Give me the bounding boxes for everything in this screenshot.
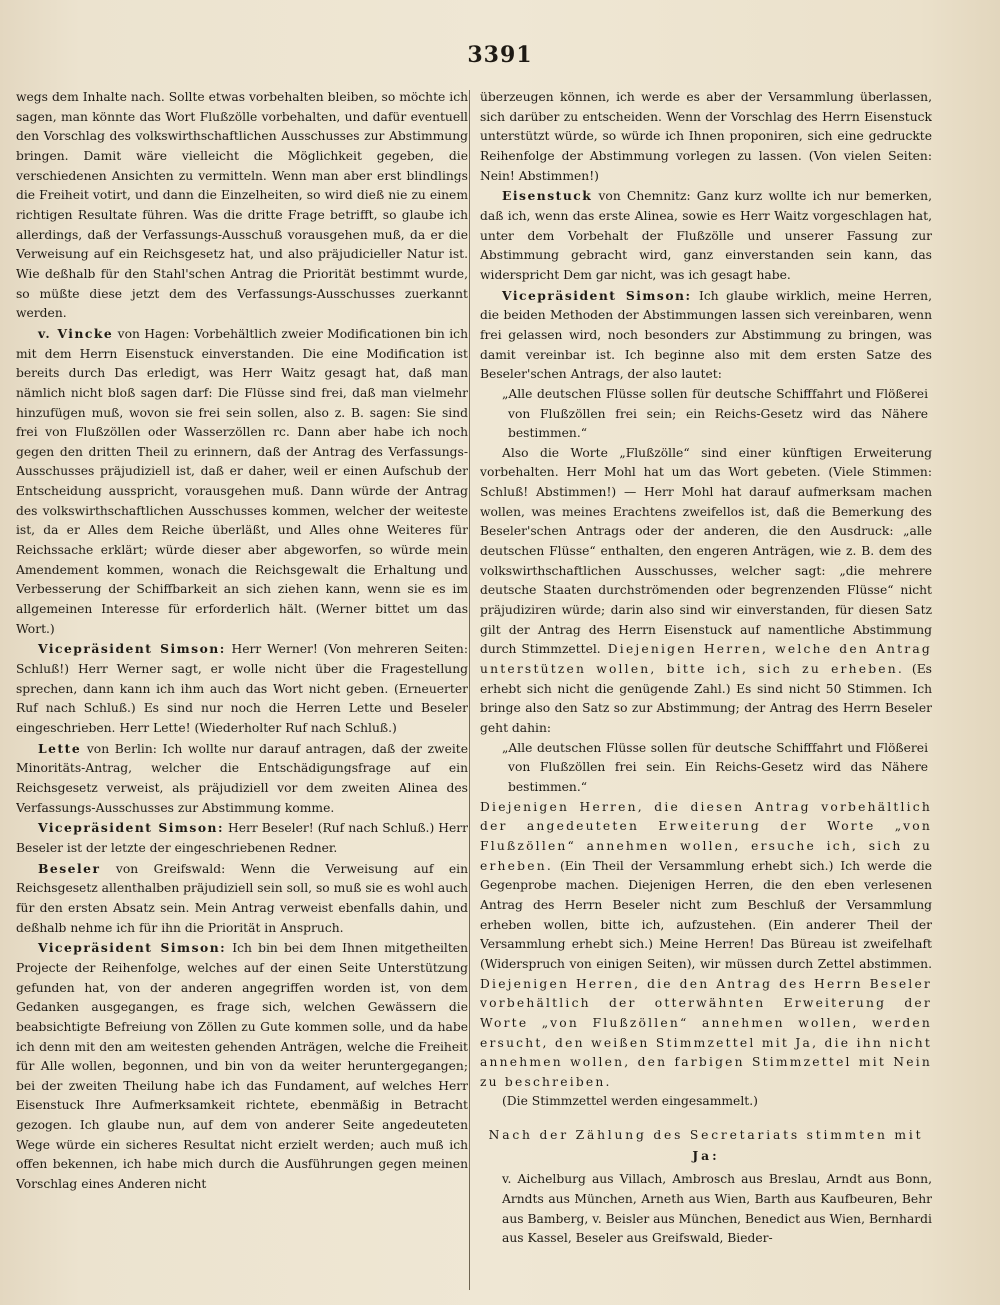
paragraph: Vicepräsident Simson: Ich glaube wirklich, meine Herren, die beiden Methoden der Abstimmungen lassen sich vereinbaren, wenn frei gelassen wird, noch besonders zur Abstimmung zu bringen, was damit vereinbar ist. Ich beginne also mit dem ersten Satze des Beseler'schen Antrags, der also lautet: bbox=[480, 287, 932, 382]
paragraph: Vicepräsident Simson: Ich bin bei dem Ihnen mitgetheilten Projecte der Reihenfolge, welches auf der einen Seite Unterstützung gefunden hat, von der anderen angegriffen worden ist, von dem Gedanken ausgegangen, es frage sich, welchen Gewässern die beabsichtigte Befreiung von Zöllen zu Gute kommen solle, und da habe ich denn mit den am weitesten gehenden Anträgen, welche die Freiheit für Alle wollen, begonnen, und bin von da weiter heruntergegangen; bei der zweiten Theilung habe ich das Fundament, auf welches Herr Eisenstuck Ihre Aufmerksamkeit richtete, ebenmäßig in Betracht gezogen. Ich glaube nun, auf dem von anderer Seite angedeuteten Wege würde ein sicheres Resultat nicht erzielt werden; auch muß ich offen bekennen, ich habe mich durch die Ausführungen gegen meinen Vorschlag eines Anderen nicht bbox=[16, 940, 468, 1192]
quoted-motion: „Alle deutschen Flüsse sollen für deutsche Schifffahrt und Flößerei von Flußzöllen frei sein. Ein Reichs-Gesetz wird das Nähere bestimmen.“ bbox=[502, 740, 928, 794]
paragraph: Vicepräsident Simson: Herr Beseler! (Ruf nach Schluß.) Herr Beseler ist der letzte der eingeschriebenen Redner. bbox=[16, 820, 468, 855]
paragraph: Vicepräsident Simson: Herr Werner! (Von mehreren Seiten: Schluß!) Herr Werner sagt, er wolle nicht über die Fragestellung sprechen, dann kann ich ihm auch das Wort nicht geben. (Erneuerter Ruf nach Schluß.) Es sind nur noch die Herren Lette und Beseler eingeschrieben. Herr Lette! (Wiederholter Ruf nach Schluß.) bbox=[16, 641, 468, 735]
speaker-name: Vicepräsident Simson: bbox=[38, 641, 226, 657]
paragraph: (Die Stimmzettel werden eingesammelt.) bbox=[502, 1094, 758, 1109]
paragraph: überzeugen können, ich werde es aber der Versammlung überlassen, sich darüber zu entscheiden. Wenn der Vorschlag des Herrn Eisenstuck unterstützt würde, so würde ich Ihnen proponiren, sich eine gedruckte Reihenfolge der Abstimmung vorlegen zu lassen. (Von vielen Seiten: Nein! Abstimmen!) bbox=[480, 90, 932, 183]
left-column bbox=[16, 88, 468, 1288]
speaker-name: v. Vincke bbox=[38, 325, 114, 341]
paragraph: Also die Worte „Flußzölle“ sind einer künftigen Erweiterung vorbehalten. Herr Mohl hat um das Wort gebeten. (Viele Stimmen: Schluß! Abstimmen!) — Herr Mohl hat darauf aufmerksam machen wollen, was meines Erachtens zweifellos ist, daß die Bemerkung des Beseler'schen Antrags oder der anderen, die den Ausdruck: „alle deutschen Flüsse“ enthalten, den engeren Anträgen, wie z. B. dem des volkswirthschaftlichen Ausschusses, welcher sagt: „die mehrere deutsche Staaten durchströmenden oder begrenzenden Flüsse“ nicht präjudiziren würde; darin also sind wir einverstanden, für diesen Satz gilt der Antrag des Herrn Eisenstuck auf namentliche Abstimmung durch Stimmzettel. Diejenigen Herren, welche den Antrag unterstützen wollen, bitte ich, sich zu erheben. (Es erhebt sich nicht die genügende Zahl.) Es sind nicht 50 Stimmen. Ich bringe also den Satz so zur Abstimmung; der Antrag des Herrn Beseler geht dahin: bbox=[480, 445, 932, 735]
tally-heading: Nach der Zählung des Secretariats stimmten mit Ja: bbox=[488, 1128, 924, 1163]
quoted-motion: „Alle deutschen Flüsse sollen für deutsche Schifffahrt und Flößerei von Flußzöllen frei sein; ein Reichs-Gesetz wird das Nähere bestimmen.“ bbox=[502, 386, 928, 441]
paragraph: Eisenstuck von Chemnitz: Ganz kurz wollte ich nur bemerken, daß ich, wenn das erste Alinea, sowie es Herr Waitz vorgeschlagen hat, unter dem Vorbehalt der Flußzölle und unserer Fassung zur Abstimmung gebracht wird, ganz einverstanden sein kann, das widerspricht Dem gar nicht, was ich gesagt habe. bbox=[480, 188, 932, 282]
speaker-name: Vicepräsident Simson: bbox=[502, 287, 692, 303]
speaker-name: Vicepräsident Simson: bbox=[38, 820, 225, 836]
spaced-text: Diejenigen Herren, welche den Antrag unterstützen wollen, bitte ich, sich zu erheben. bbox=[480, 642, 932, 677]
page-number: 3391 bbox=[467, 42, 533, 68]
paragraph: Diejenigen Herren, die diesen Antrag vorbehältlich der angedeuteten Erweiterung der Worte „von Flußzöllen“ annehmen wollen, ersuche ich, sich zu erheben. (Ein Theil der Versammlung erhebt sich.) Ich werde die Gegenprobe machen. Diejenigen Herren, die den eben verlesenen Antrag des Herrn Beseler nicht zum Beschluß der Versammlung erheben wollen, bitte ich, aufzustehen. (Ein anderer Theil der Versammlung erhebt sich.) Meine Herren! Das Büreau ist zweifelhaft (Widerspruch von einigen Seiten), wir müssen durch Zettel abstimmen. Diejenigen Herren, die den Antrag des Herrn Beseler vorbehältlich der otterwähnten Erweiterung der Worte „von Flußzöllen“ annehmen wollen, werden ersucht, den weißen Stimmzettel mit Ja, die ihn nicht annehmen wollen, den farbigen Stimmzettel mit Nein zu beschreiben. bbox=[480, 799, 932, 1089]
speaker-name: Vicepräsident Simson: bbox=[38, 940, 227, 956]
paragraph: Beseler von Greifswald: Wenn die Verweisung auf ein Reichsgesetz allenthalben präjudiziell sein soll, so muß sie es wohl auch für den ersten Absatz sein. Mein Antrag verweist ebenfalls dahin, und deßhalb nehme ich für ihn die Priorität in Anspruch. bbox=[16, 860, 468, 935]
column-divider bbox=[469, 90, 470, 1290]
paragraph: v. Vincke von Hagen: Vorbehältlich zweier Modificationen bin ich mit dem Herrn Eisenstuck einverstanden. Die eine Modification ist bereits durch Das erledigt, was Herr Waitz gesagt hat, daß man nämlich nicht bloß sagen darf: Die Flüsse sind frei, daß man vielmehr hinzufügen muß, wovon sie frei sein sollen, also z. B. sagen: Sie sind frei von Flußzöllen oder Wasserzöllen rc. Dann aber habe ich noch gegen den dritten Theil zu erinnern, daß der Antrag des Verfassungs-Ausschusses präjudiziell ist, daß er daher, weil er einen Aufschub der Entscheidung ausspricht, vorausgehen muß. Dann würde der Antrag des volkswirthschaftlichen Ausschusses kommen, welcher der weiteste ist, da er Alles dem Reiche überläßt, und Alles ohne Weiteres für Reichssache erklärt; würde dieser aber abgeworfen, so würde mein Amendement kommen, wonach die Reichsgewalt die Erhaltung und Verbesserung der Schiffbarkeit an sich ziehen kann, wenn sie es im allgemeinen Interesse für erforderlich hält. (Werner bittet um das Wort.) bbox=[16, 325, 468, 636]
spaced-text: Diejenigen Herren, die diesen Antrag vorbehältlich der angedeuteten Erweiterung der Worte „von Flußzöllen“ annehmen wollen, ersuche ich, sich zu erheben. bbox=[480, 799, 932, 873]
spaced-text: Diejenigen Herren, die den Antrag des Herrn Beseler vorbehältlich der otterwähnten Erweiterung der Worte „von Flußzöllen“ annehmen wollen, werden ersucht, den weißen Stimmzettel mit Ja, die ihn nicht annehmen wollen, den farbigen Stimmzettel mit Nein zu beschreiben. bbox=[480, 976, 932, 1089]
name-list: v. Aichelburg aus Villach, Ambrosch aus Breslau, Arndt aus Bonn, Arndts aus München, Arneth aus Wien, Barth aus Kaufbeuren, Behr aus Bamberg, v. Beisler aus München, Benedict aus Wien, Bernhardi aus Kassel, Beseler aus Greifswald, Bieder- bbox=[502, 1172, 932, 1246]
paragraph: wegs dem Inhalte nach. Sollte etwas vorbehalten bleiben, so möchte ich sagen, man könnte das Wort Flußzölle vorbehalten, und dafür eventuell den Vorschlag des volkswirthschaftlichen Ausschusses zur Abstimmung bringen. Damit wäre vielleicht die Möglichkeit gegeben, die verschiedenen Ansichten zu vermitteln. Wenn man aber erst blindlings die Freiheit votirt, und dann die Einzelheiten, so wird dieß nie zu einem richtigen Resultate führen. Was die dritte Frage betrifft, so glaube ich allerdings, daß der Verfassungs-Ausschuß vorausgehen muß, da er die Verweisung auf ein Reichsgesetz hat, und also präjudicieller Natur ist. Wie deßhalb für den Stahl'schen Antrag die Priorität bestimmt wurde, so müßte diese jetzt dem des Verfassungs-Ausschusses zuerkannt werden. bbox=[16, 90, 468, 321]
right-column bbox=[480, 88, 932, 1288]
paragraph: Lette von Berlin: Ich wollte nur darauf antragen, daß der zweite Minoritäts-Antrag, welcher die Entschädigungsfrage auf ein Reichsgesetz verweist, als präjudiziell vor dem zweiten Alinea des Verfassungs-Ausschusses zur Abstimmung komme. bbox=[16, 740, 468, 815]
speaker-name: Lette bbox=[38, 740, 82, 756]
speaker-name: Eisenstuck bbox=[502, 188, 593, 204]
speaker-name: Beseler bbox=[38, 860, 101, 876]
